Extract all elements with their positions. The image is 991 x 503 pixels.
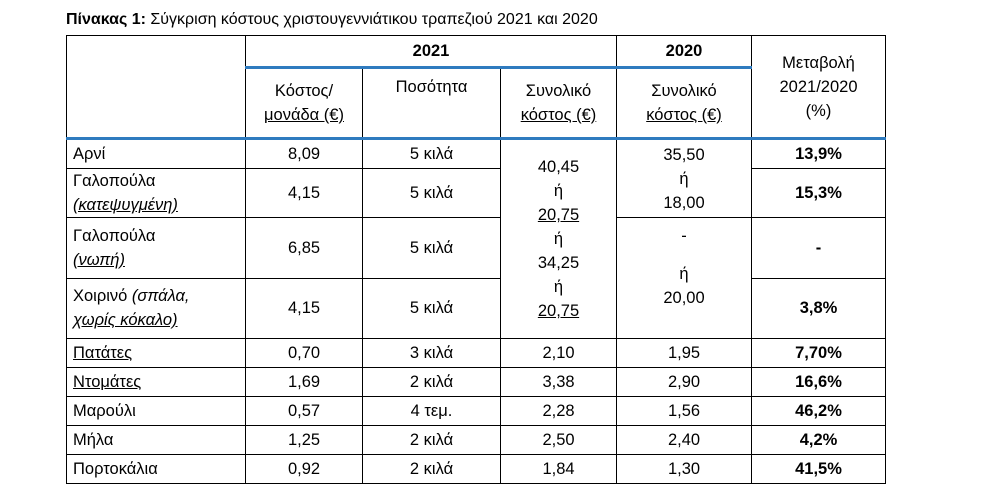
unit-cost-lamb: 8,09 [246,139,363,169]
total-2021-meat-line: ή [553,182,564,200]
total-2020-meat-b [617,218,752,339]
total-2021-header-line2: κόστος (€) [520,106,597,124]
turkey-fresh-note: (νωπή) [73,250,125,269]
quantity: 3 κιλά [363,339,501,368]
total-2020-meat-b-dash: - [681,227,687,245]
unit-cost-header-line2: μονάδα (€) [264,106,344,124]
total-2021-meat-line: ή [553,278,564,296]
change-header [752,36,886,139]
table-row [67,455,886,484]
change-pork: 3,8% [752,278,886,339]
total-2020: 1,56 [617,397,752,426]
pork-name: Χοιρινό [73,287,128,306]
total-2021: 3,38 [501,368,617,397]
total-2021-header [501,68,617,139]
change-header-line1: Μεταβολή [782,53,855,72]
header-blank [67,36,246,139]
quantity: 2 κιλά [363,426,501,455]
year-2021-header: 2021 [246,36,617,68]
year-2020-header: 2020 [617,36,752,68]
quantity-turkey-fresh: 5 κιλά [363,218,501,279]
unit-cost: 1,25 [246,426,363,455]
total-2021: 2,50 [501,426,617,455]
caption-text: Σύγκριση κόστους χριστουγεννιάτικου τραπεζιού 2021 και 2020 [145,11,598,28]
total-2020-meat-a-line: ή [679,169,689,188]
row-label: Πορτοκάλια [67,455,246,484]
pork-note-1: (σπάλα, [131,287,190,306]
total-2020-meat-b-line: 20,00 [663,289,705,307]
turkey-frozen-note: (κατεψυγμένη) [73,196,178,214]
total-2021: 2,28 [501,397,617,426]
quantity-lamb: 5 κιλά [363,139,501,169]
quantity: 4 τεμ. [363,397,501,426]
quantity-turkey-frozen: 5 κιλά [363,169,501,218]
change: 41,5% [752,455,886,484]
row-label-pork [67,278,246,339]
row-label-turkey-frozen [67,169,246,218]
total-2020: 1,95 [617,339,752,368]
total-2021-meat-line: 40,45 [537,158,580,176]
total-2020: 2,40 [617,426,752,455]
unit-cost-turkey-fresh: 6,85 [246,218,363,279]
row-label: Ντομάτες [67,368,246,397]
total-2020-header [617,68,752,139]
row-label-turkey-fresh [67,218,246,279]
total-2021: 2,10 [501,339,617,368]
quantity: 2 κιλά [363,368,501,397]
table-row [67,339,886,368]
change-header-line3: (%) [805,101,832,120]
change: 4,2% [752,426,886,455]
turkey-fresh-name: Γαλοπούλα [73,226,156,245]
total-2021-meat-line: 20,75 [537,206,580,224]
unit-cost-turkey-frozen: 4,15 [246,169,363,218]
total-2020-meat-b-line: ή [679,265,689,283]
row-label: Μήλα [67,426,246,455]
quantity: 2 κιλά [363,455,501,484]
change-turkey-fresh: - [752,218,886,279]
table-row [67,397,886,426]
unit-cost-header-line1: Κόστος/ [274,82,334,100]
unit-cost: 0,57 [246,397,363,426]
total-2020: 1,30 [617,455,752,484]
total-2020-header-line2: κόστος (€) [646,106,722,124]
quantity-header: Ποσότητα [363,68,501,139]
change-turkey-frozen: 15,3% [752,169,886,218]
total-2021-header-line1: Συνολικό [525,82,592,100]
pork-note-2: χωρίς κόκαλο) [73,311,178,330]
total-2021: 1,84 [501,455,617,484]
total-2020: 2,90 [617,368,752,397]
total-2020-meat-a [617,139,752,218]
total-2021-meat-line: ή [553,230,564,248]
total-2021-meat-line: 20,75 [537,302,580,320]
caption-label: Πίνακας 1: [66,11,146,28]
change: 46,2% [752,397,886,426]
row-label: Πατάτες [67,339,246,368]
total-2020-meat-a-line: 35,50 [663,145,705,164]
cost-comparison-table [66,35,886,484]
change: 16,6% [752,368,886,397]
unit-cost: 0,70 [246,339,363,368]
table-row [67,426,886,455]
table-caption [66,11,598,29]
row-label: Μαρούλι [67,397,246,426]
total-2021-meat-line: 34,25 [537,254,580,272]
table-row [67,368,886,397]
turkey-frozen-name: Γαλοπούλα [73,172,156,190]
change: 7,70% [752,339,886,368]
change-lamb: 13,9% [752,139,886,169]
change-header-line2: 2021/2020 [779,77,858,96]
total-2021-meat-group [501,139,617,339]
total-2020-header-line1: Συνολικό [651,82,717,100]
row-label-lamb: Αρνί [67,139,246,169]
total-2020-meat-a-line: 18,00 [663,193,705,212]
unit-cost-header [246,68,363,139]
quantity-pork: 5 κιλά [363,278,501,339]
pork-name-line [73,284,239,308]
unit-cost: 0,92 [246,455,363,484]
unit-cost: 1,69 [246,368,363,397]
unit-cost-pork: 4,15 [246,278,363,339]
